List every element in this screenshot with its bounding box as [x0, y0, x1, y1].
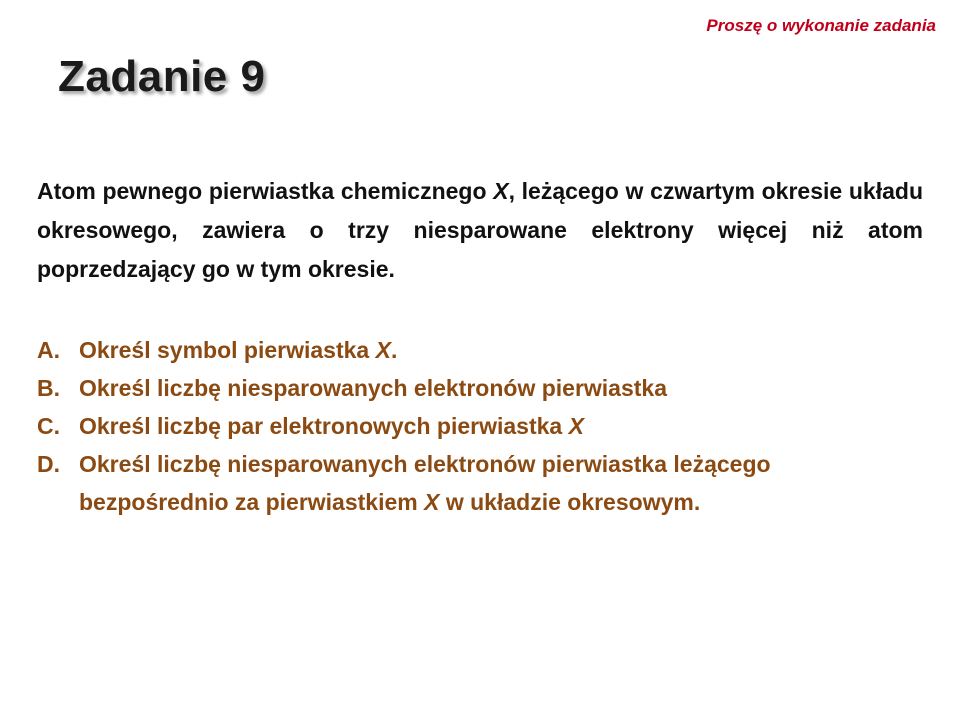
task-text-before: Określ liczbę niesparowanych elektronów pierwiastka	[79, 375, 668, 401]
task-variable: X	[375, 337, 391, 363]
intro-text-2: , leżącego w czwartym okresie układu okresowego, zawiera o trzy niesparowane elektrony więcej niż atom poprzedzający go w tym okresie.	[37, 178, 924, 282]
task-text-after: w układzie okresowym.	[439, 489, 701, 515]
task-text	[79, 407, 923, 445]
task-text	[79, 331, 923, 369]
task-text-after: .	[390, 337, 398, 363]
task-text-before: Określ symbol pierwiastka	[79, 337, 376, 363]
task-variable: X	[568, 413, 584, 439]
task-letter: C.	[37, 413, 60, 439]
task-letter: D.	[37, 451, 60, 477]
intro-paragraph	[37, 172, 923, 289]
intro-variable: X	[493, 178, 509, 204]
task-text	[79, 445, 923, 521]
task-item-d	[37, 445, 923, 521]
task-text	[79, 369, 923, 407]
task-variable: X	[424, 489, 440, 515]
task-list	[37, 331, 923, 521]
task-letter: A.	[37, 337, 60, 363]
task-item-c	[37, 407, 923, 445]
task-item-b	[37, 369, 923, 407]
header-note: Proszę o wykonanie zadania	[706, 16, 936, 35]
task-item-a	[37, 331, 923, 369]
task-text-before: Określ liczbę niesparowanych elektronów pierwiastka leżącego bezpośrednio za pierwiastkiem	[79, 451, 771, 515]
page-title: Zadanie 9	[58, 52, 266, 101]
task-letter: B.	[37, 375, 60, 401]
intro-text-1: Atom pewnego pierwiastka chemicznego	[37, 178, 494, 204]
task-text-before: Określ liczbę par elektronowych pierwiastka	[79, 413, 569, 439]
